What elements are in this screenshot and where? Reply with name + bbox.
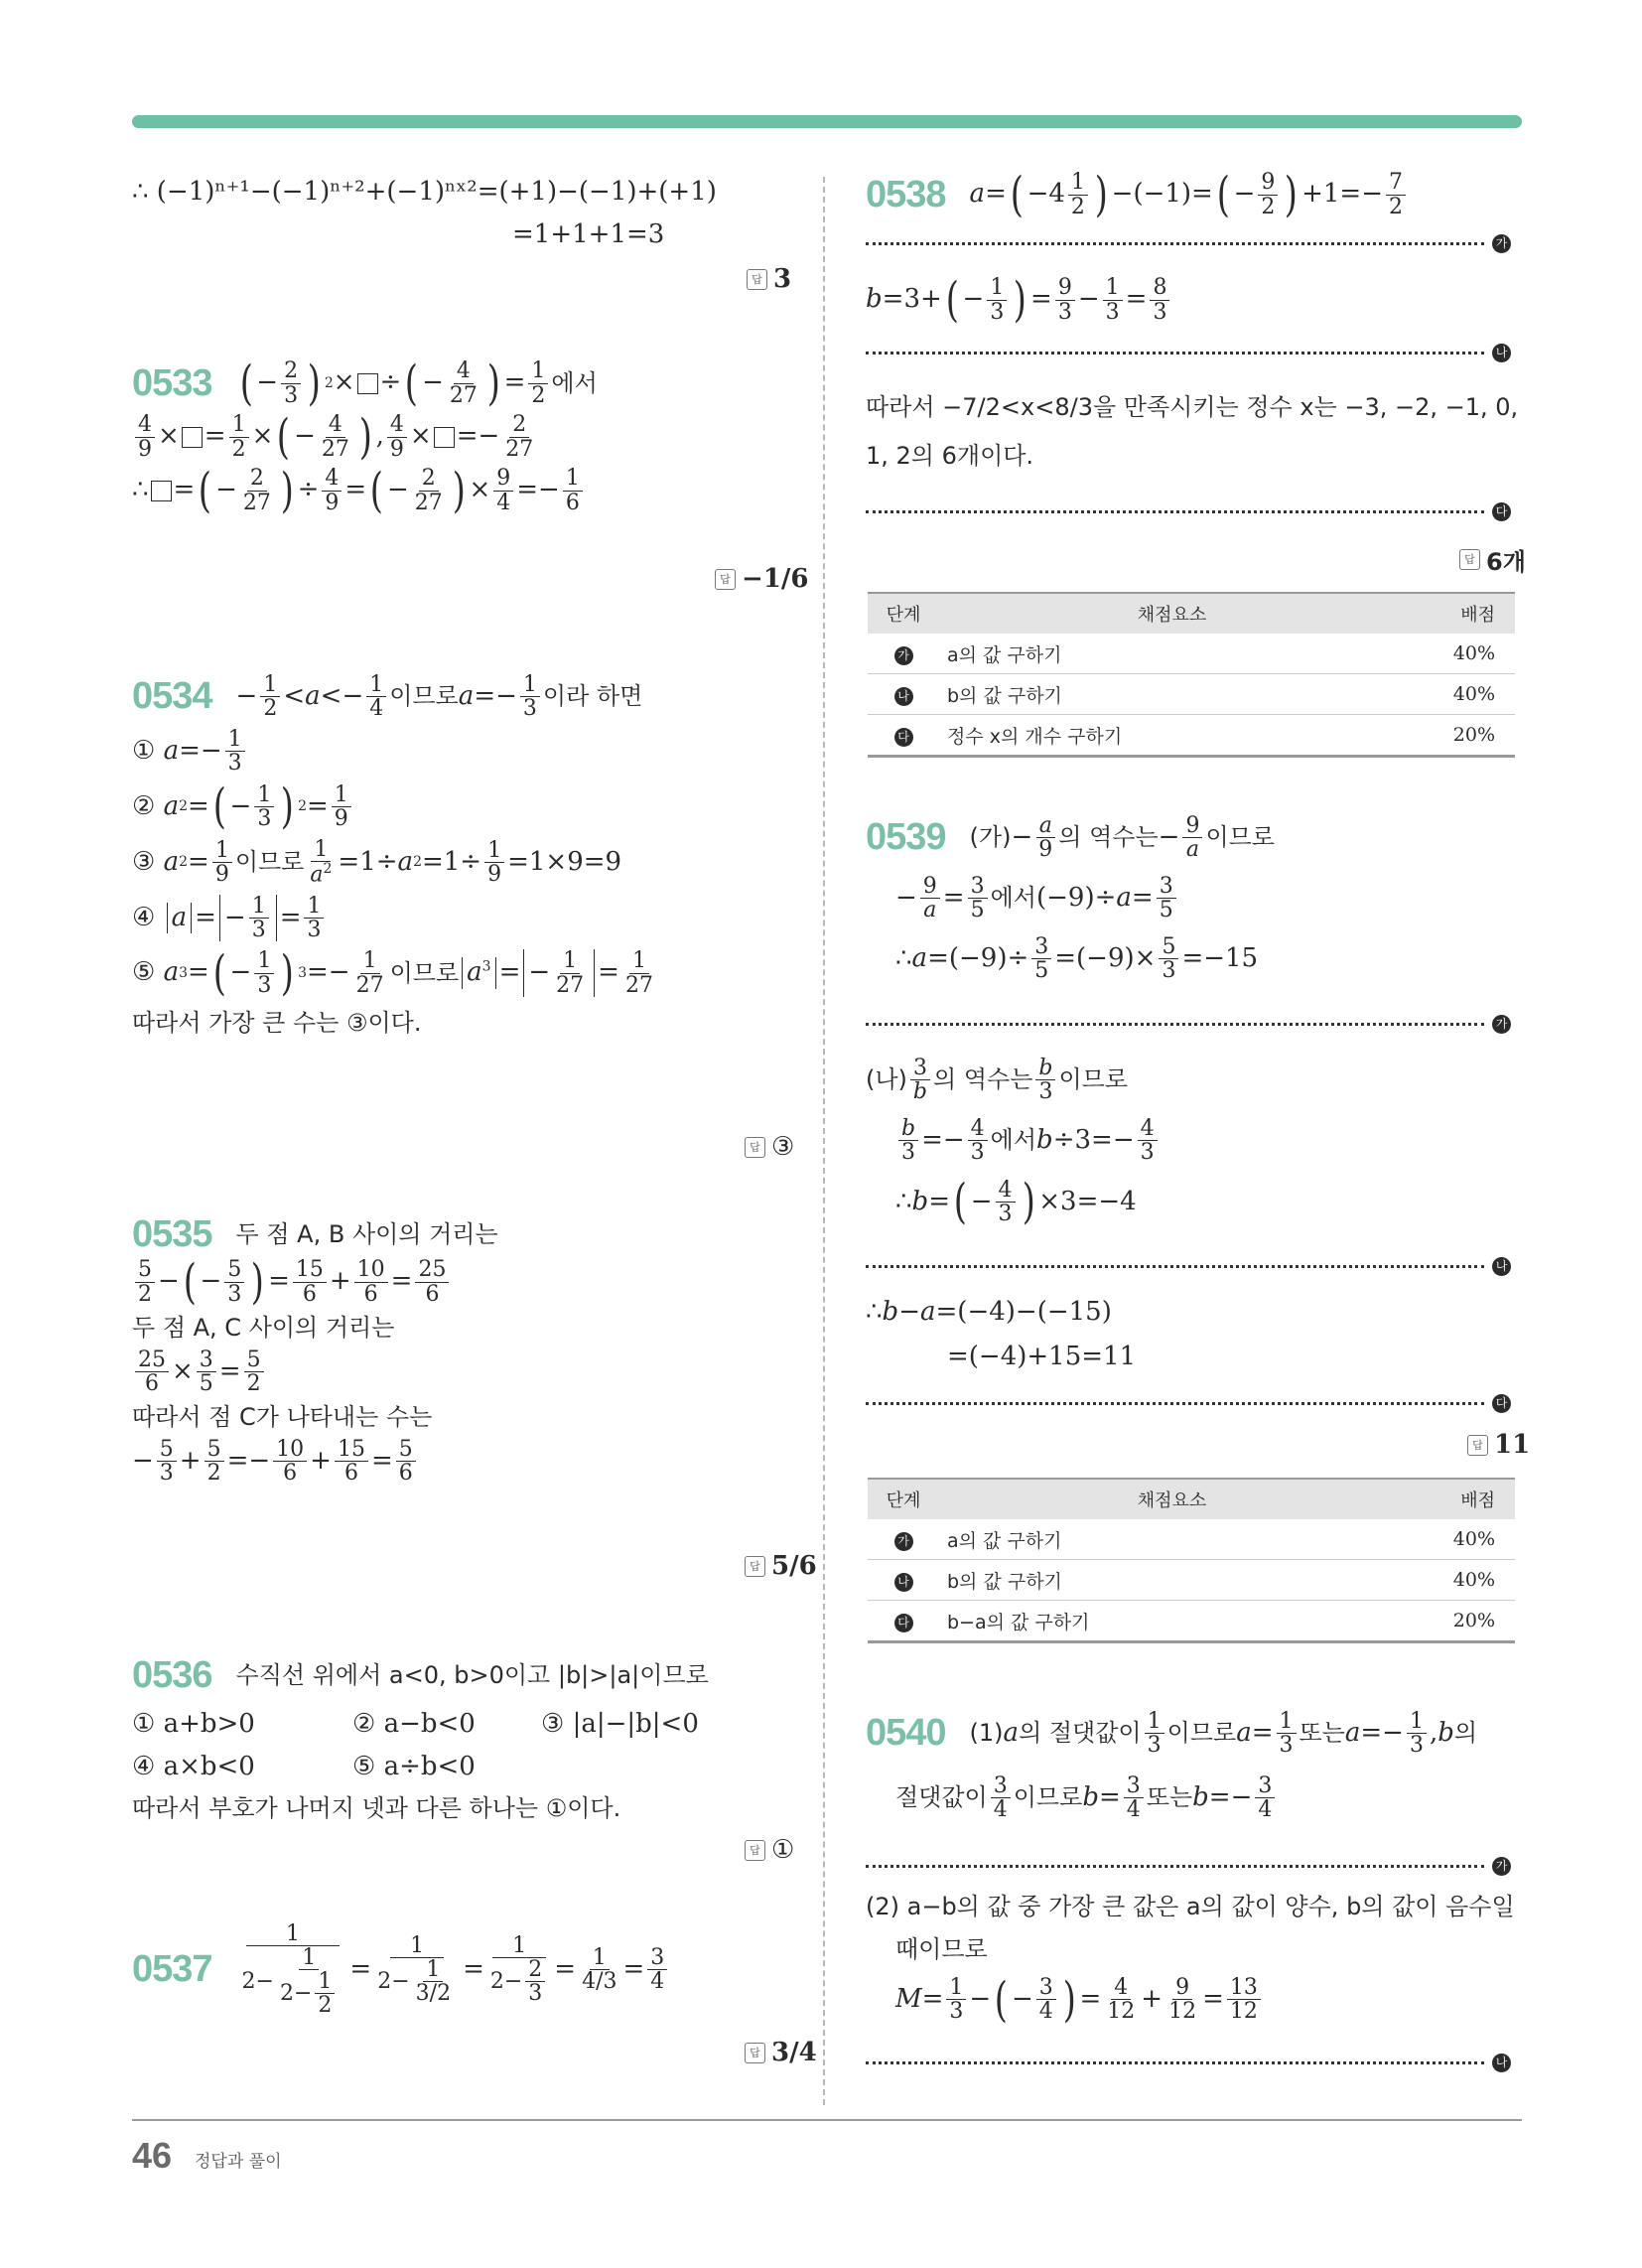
solution-part-na	[866, 1056, 1161, 1230]
step-divider	[866, 234, 1511, 253]
step-divider	[866, 1257, 1511, 1276]
step-divider	[866, 2054, 1511, 2072]
solution-line: M = 1 3 − ( − 3 4 ) = 4 12 + 9 12 = 13 12	[866, 1976, 1515, 2024]
solution-line: 4 9 × = 1 2 × ( − 4 27 ) , 4 9 × =− 2 27	[132, 413, 598, 461]
step-marker: 다	[894, 1614, 913, 1632]
step-marker: 다	[894, 728, 913, 747]
answer-value: 5/6	[771, 1551, 817, 1581]
table-row	[868, 1560, 1515, 1601]
option-1: ① a+b>0	[132, 1709, 255, 1739]
problem-number: 0540	[866, 1712, 946, 1755]
solution-line: ∴ b − a =(−4)−(−15)	[866, 1297, 1112, 1327]
step-marker: 나	[894, 1573, 913, 1592]
solution-line: (나) 3 b 의 역수는 b 3 이므로	[866, 1056, 1129, 1105]
solution-line	[132, 177, 717, 208]
table-cell: 40%	[1405, 674, 1515, 715]
answer-badge: 답	[745, 1556, 765, 1577]
table-cell: 정수 x의 개수 구하기	[939, 715, 1405, 757]
table-row	[868, 1519, 1515, 1560]
solution-line: 0539 (가) − a 9 의 역수는 − 9 a 이므로	[866, 813, 1275, 863]
text-line: 1, 2의 6개이다.	[866, 441, 1034, 470]
option-4: ④ a×b<0	[132, 1752, 255, 1782]
answer-badge: 답	[1459, 549, 1480, 570]
step-divider	[866, 1857, 1511, 1876]
solution-line: 0537 1 2− 1 2− 1 2 = 1 2− 1 3/2 = 1 2− 2 3 = 1 4/3 = 3 4	[132, 1922, 670, 2017]
table-header: 단계	[868, 1479, 939, 1519]
table-header: 채점요소	[939, 1479, 1405, 1519]
answer-value: 11	[1494, 1430, 1531, 1460]
answer-0537	[745, 2038, 817, 2067]
answer-0534	[745, 1132, 794, 1162]
step-marker-na: 나	[1492, 1257, 1511, 1276]
step-marker-na: 나	[1492, 344, 1511, 362]
answer-value: 3/4	[771, 2038, 817, 2067]
step-divider	[866, 344, 1511, 362]
answer-badge: 답	[715, 569, 736, 590]
answer-badge: 답	[745, 1840, 765, 1861]
table-cell: a의 값 구하기	[939, 634, 1405, 674]
step-marker-ga: 가	[1492, 1857, 1511, 1876]
answer-0538	[1459, 542, 1526, 577]
equation-text: ∴ (−1)ⁿ⁺¹−(−1)ⁿ⁺²+(−1)ⁿˣ²=(+1)−(−1)+(+1)	[132, 177, 717, 207]
solution-line: 절댓값이 3 4 이므로 b = 3 4 또는 b =− 3 4	[866, 1774, 1477, 1821]
solution-0536	[132, 1654, 709, 1823]
step-divider	[866, 1394, 1511, 1413]
solution-line: b 3 =− 4 3 에서 b ÷3=− 4 3	[866, 1117, 1161, 1164]
problem-number: 0536	[132, 1654, 212, 1696]
step-marker-na: 나	[1492, 2054, 1511, 2072]
top-accent-bar	[132, 115, 1522, 128]
problem-number: 0535	[132, 1213, 212, 1255]
solution-text	[866, 393, 1518, 471]
answer-0539	[1467, 1430, 1530, 1460]
solution-part-da	[866, 1297, 1136, 1372]
solution-line	[132, 1654, 709, 1697]
answer-badge: 답	[745, 2043, 765, 2063]
solution-line: ② a 2 = ( − 1 3 ) 2 = 1 9	[132, 782, 659, 830]
table-header: 단계	[868, 593, 939, 634]
answer-0532	[747, 264, 791, 294]
text-line: 따라서 점 C가 나타내는 수는	[132, 1402, 433, 1431]
answer-0535	[745, 1551, 817, 1581]
solution-line: ∴ a =(−9)÷ 3 5 =(−9)× 5 3 =−15	[895, 934, 1259, 984]
answer-badge: 답	[745, 1137, 765, 1158]
text-line: (2) a−b의 값 중 가장 큰 값은 a의 값이 양수, b의 값이 음수일	[866, 1893, 1515, 1920]
conclusion-text: 따라서 부호가 나머지 넷과 다른 하나는 ①이다.	[132, 1794, 621, 1823]
page-title: 정답과 풀이	[195, 2152, 282, 2172]
table-row	[868, 1601, 1515, 1642]
option-5: ⑤ a÷b<0	[352, 1752, 476, 1782]
answer-value: ③	[771, 1132, 795, 1162]
step-marker-da: 다	[1492, 502, 1511, 521]
solution-0540	[866, 1710, 1477, 1821]
solution-line: 0534 − 1 2 < a <− 1 4 이므로 a =− 1 3 이라 하면	[132, 672, 643, 722]
solution-line: ⑤ a 3 = ( − 1 3 ) 3 =− 1 27 이므로 $a^3$ = − 1 27 = 1 27	[132, 945, 653, 1002]
step-marker-ga: 가	[1492, 1015, 1511, 1034]
text-line: 두 점 A, C 사이의 거리는	[132, 1314, 395, 1342]
step-marker: 나	[894, 687, 913, 706]
answer-value: 3	[773, 264, 792, 294]
solution-0532-tail	[132, 177, 717, 250]
solution-0538	[866, 167, 1409, 222]
table-row	[868, 715, 1515, 757]
solution-line	[132, 1213, 498, 1256]
table-cell: 20%	[1405, 715, 1515, 757]
equation-text: =1+1+1=3	[512, 219, 665, 250]
text-line: 두 점 A, B 사이의 거리는	[235, 1220, 498, 1249]
solution-line: 5 2 − ( − 5 3 ) = 15 6 + 10 6 = 25 6	[132, 1258, 498, 1306]
table-header: 채점요소	[939, 593, 1405, 634]
solution-line: 25 6 × 3 5 = 5 2	[132, 1348, 498, 1395]
option-3: ③ |a|−|b|<0	[541, 1709, 699, 1739]
table-cell: 20%	[1405, 1601, 1515, 1642]
answer-0536	[745, 1835, 794, 1865]
table-header: 배점	[1405, 1479, 1515, 1519]
solution-line	[132, 219, 717, 250]
table-cell: b의 값 구하기	[939, 1560, 1405, 1601]
table-header: 배점	[1405, 593, 1515, 634]
scoring-table-0538	[868, 592, 1515, 758]
text-line: 수직선 위에서 a<0, b>0이고 |b|>|a|이므로	[235, 1661, 709, 1690]
table-cell: a의 값 구하기	[939, 1519, 1405, 1560]
problem-number: 0537	[132, 1948, 212, 1991]
solution-line: b =3+ ( − 1 3 ) = 9 3 − 1 3 = 8 3	[866, 276, 1172, 324]
solution-line: ∴ b = ( − 4 3 ) ×3=−4	[895, 1174, 1137, 1230]
solution-0533	[132, 355, 598, 518]
solution-0535	[132, 1213, 498, 1485]
answer-badge: 답	[1467, 1435, 1488, 1456]
solution-0537	[132, 1922, 670, 2017]
table-cell: b의 값 구하기	[939, 674, 1405, 715]
solution-line: − 5 3 + 5 2 =− 10 6 + 15 6 = 5 6	[132, 1438, 498, 1485]
table-cell: 40%	[1405, 634, 1515, 674]
option-2: ② a−b<0	[352, 1709, 476, 1739]
answer-value: −1/6	[742, 564, 809, 594]
options-row	[132, 1709, 709, 1740]
solution-line: ④ a = − 1 3 = 1 3	[132, 895, 659, 941]
step-marker-ga: 가	[1492, 234, 1511, 253]
column-divider	[823, 177, 825, 2105]
step-marker: 가	[894, 1532, 913, 1551]
solution-0539	[866, 814, 1275, 983]
options-row	[132, 1752, 709, 1782]
problem-number: 0539	[866, 816, 946, 859]
text-line: 따라서 −7/2<x<8/3을 만족시키는 정수 x는 −3, −2, −1, 0,	[866, 393, 1519, 421]
table-cell: 40%	[1405, 1560, 1515, 1601]
table-row	[868, 634, 1515, 674]
solution-line: 0538 a = ( −4 1 2 ) −(−1)= ( − 9 2 ) +1=− 7 2	[866, 171, 1409, 218]
page-number: 46	[132, 2135, 173, 2176]
answer-value: ①	[771, 1835, 795, 1865]
text-line: 때이므로	[895, 1934, 988, 1963]
table-cell: b−a의 값 구하기	[939, 1601, 1405, 1642]
solution-part-2	[866, 1893, 1515, 2028]
step-marker: 가	[894, 646, 913, 665]
solution-line: 0540 (1) a 의 절댓값이 1 3 이므로 a = 1 3 또는 a =− 1 3 , b 의	[866, 1709, 1478, 1759]
scoring-table-0539	[868, 1478, 1515, 1643]
step-divider	[866, 1015, 1511, 1034]
solution-line: 0533 ( − 2 3 ) 2 × ÷ ( − 4 27 ) = 1 2 에서	[132, 355, 598, 411]
solution-line: ∴ = ( − 2 27 ) ÷ 4 9 = ( − 2 27 ) × 9 4 =− 1 6	[132, 467, 598, 514]
answer-badge: 답	[747, 269, 767, 290]
step-divider	[866, 502, 1511, 521]
problem-number: 0538	[866, 173, 946, 215]
problem-number: 0534	[132, 675, 212, 718]
solution-0534	[132, 673, 659, 1038]
solution-line: ① a =− 1 3	[132, 728, 659, 775]
problem-number: 0533	[132, 361, 212, 404]
table-cell: 40%	[1405, 1519, 1515, 1560]
solution-line: ③ a 2 = 1 9 이므로 1 $a^2$ =1÷ a 2 =1÷ 1 9 =1×9=9	[132, 837, 622, 888]
footer-rule	[132, 2119, 1522, 2121]
step-marker-da: 다	[1492, 1394, 1511, 1413]
answer-0533	[715, 564, 808, 594]
conclusion-text: 따라서 가장 큰 수는 ③이다.	[132, 1009, 422, 1038]
solution-line: =(−4)+15=11	[947, 1342, 1137, 1372]
solution-line: − 9 a = 3 5 에서 (−9)÷ a = 3 5	[866, 875, 1275, 921]
answer-value: 6개	[1486, 548, 1526, 576]
table-row	[868, 674, 1515, 715]
